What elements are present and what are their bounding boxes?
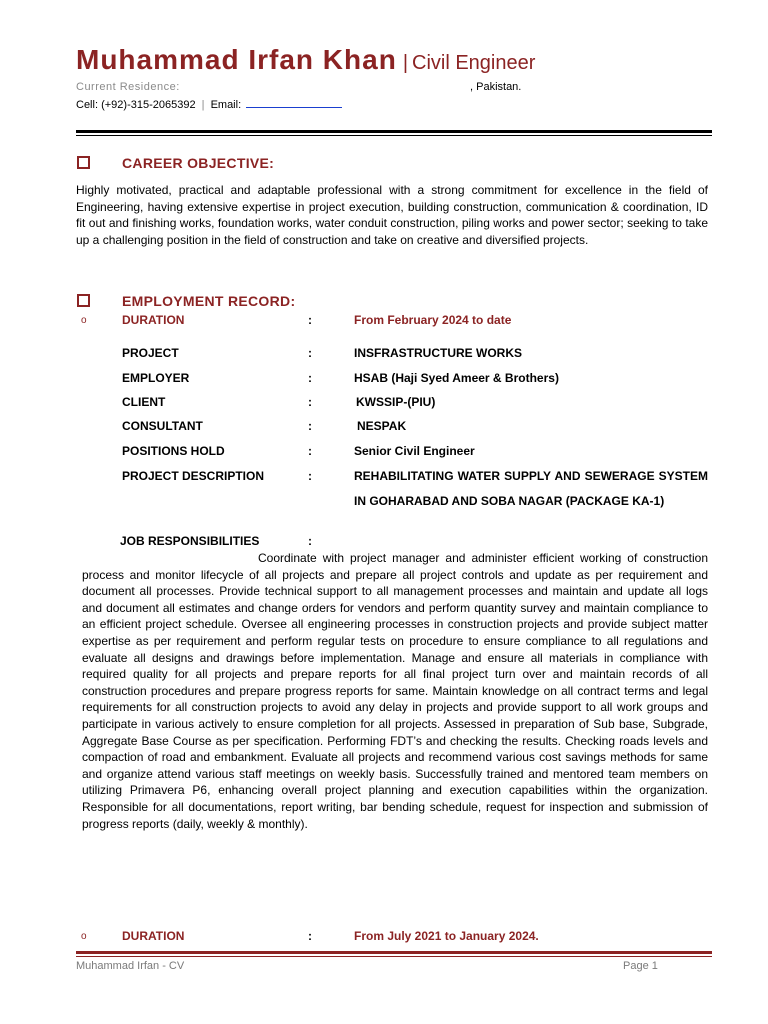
duration-label: DURATION	[122, 929, 185, 943]
residence-country: , Pakistan.	[470, 81, 522, 93]
project-value: INSFRASTRUCTURE WORKS	[354, 346, 522, 360]
email-label: Email:	[210, 99, 242, 111]
project-description-label: PROJECT DESCRIPTION	[122, 469, 265, 483]
duration-value: From July 2021 to January 2024.	[354, 929, 539, 943]
email-blank-link[interactable]	[246, 97, 342, 108]
colon: :	[308, 444, 312, 458]
colon: :	[308, 929, 312, 943]
colon: :	[308, 395, 312, 409]
bullet-circle-icon: o	[81, 931, 87, 942]
project-label: PROJECT	[122, 346, 179, 360]
career-objective-text: Highly motivated, practical and adaptable professional with a strong commitment for excellence in the field of Engineering, having extensive expertise in project execution, building construction, communication & coordination, ID fit out and finishing works, foundation works, water conduit construction, piling works and power sector; seeking to take up a challenging position in the field of construction and take on creative and diversified projects.	[76, 183, 708, 248]
residence-label: Current Residence:	[76, 81, 180, 93]
footer-rule-thick	[76, 951, 712, 954]
footer-rule-thin	[76, 956, 712, 957]
position-label: POSITIONS HOLD	[122, 444, 225, 458]
contact-line	[76, 97, 342, 111]
duration-label: DURATION	[122, 313, 185, 327]
consultant-label: CONSULTANT	[122, 419, 203, 433]
duration-value: From February 2024 to date	[354, 313, 512, 327]
cell-value: (+92)-315-2065392	[101, 99, 196, 111]
job-responsibilities-text: Coordinate with project manager and administer efficient working of construction process and monitor lifecycle of all projects and prepare all project controls and update as per requirement and document all processes. Provide technical support to all management processes and maintain and update all logs and document all estimates and change orders for vendors and perform quantity survey and maintain compliance to an efficient project schedule. Oversee all engineering processes in construction projects and provide subject matter expertise as per requirement and perform regular tests on procedure to ensure compliance to all regulations and evaluate all designs and drawings before implementation. Manage and ensure all materials in compliance with required quality for all projects and prepare reports for all final project turn over and maintain records of all construction procedures and prepare progress reports for same. Maintain knowledge on all contract terms and legal requirements for all construction projects to avoid any delay in projects and provide support to all work groups and participate in various actively to ensure completion for all projects. Assessed in preparation of Sub base, Subgrade, Aggregate Base Course as per specification. Performing FDT’s and checking the results. Checking roads levels and compaction of road and embankment. Evaluate all projects and recommend various cost savings methods for same and organize attend various staff meetings on weekly basis. Successfully trained and mentored team members on utilizing Primavera P6, enhancing overall project planning and execution capabilities within the organization. Responsible for all documentations, report writing, bar bending schedule, request for inspection and submission of progress reports (daily, weekly & monthly).	[82, 551, 708, 831]
checkbox-square-icon	[77, 294, 90, 307]
employer-label: EMPLOYER	[122, 371, 190, 385]
career-objective-heading: CAREER OBJECTIVE:	[122, 155, 275, 171]
position-value: Senior Civil Engineer	[354, 444, 475, 458]
job-responsibilities-label: JOB RESPONSIBILITIES	[120, 534, 260, 548]
colon: :	[308, 419, 312, 433]
employment-record-heading: EMPLOYMENT RECORD:	[122, 293, 296, 309]
client-value: KWSSIP-(PIU)	[356, 395, 436, 409]
header-rule-thin	[76, 135, 712, 136]
header-name-line	[76, 44, 535, 76]
consultant-value: NESPAK	[357, 419, 407, 433]
bullet-circle-icon: o	[81, 315, 87, 326]
colon: :	[308, 371, 312, 385]
project-description-value: REHABILITATING WATER SUPPLY AND SEWERAGE SYSTEM IN GOHARABAD AND SOBA NAGAR (PACKAGE KA-1)	[354, 469, 708, 508]
candidate-name: Muhammad Irfan Khan	[76, 44, 397, 75]
checkbox-square-icon	[77, 156, 90, 169]
employer-value: HSAB (Haji Syed Ameer & Brothers)	[354, 371, 559, 385]
header-rule-thick	[76, 130, 712, 133]
colon: :	[308, 469, 312, 483]
cell-label: Cell:	[76, 99, 99, 111]
colon: :	[308, 313, 312, 327]
job-title: Civil Engineer	[412, 52, 536, 74]
footer-page-number: Page 1	[623, 960, 658, 972]
client-label: CLIENT	[122, 395, 166, 409]
contact-separator: |	[201, 99, 205, 111]
colon: :	[308, 346, 312, 360]
colon: :	[308, 534, 312, 548]
title-separator: |	[402, 52, 409, 74]
footer-document-name: Muhammad Irfan - CV	[76, 960, 185, 972]
